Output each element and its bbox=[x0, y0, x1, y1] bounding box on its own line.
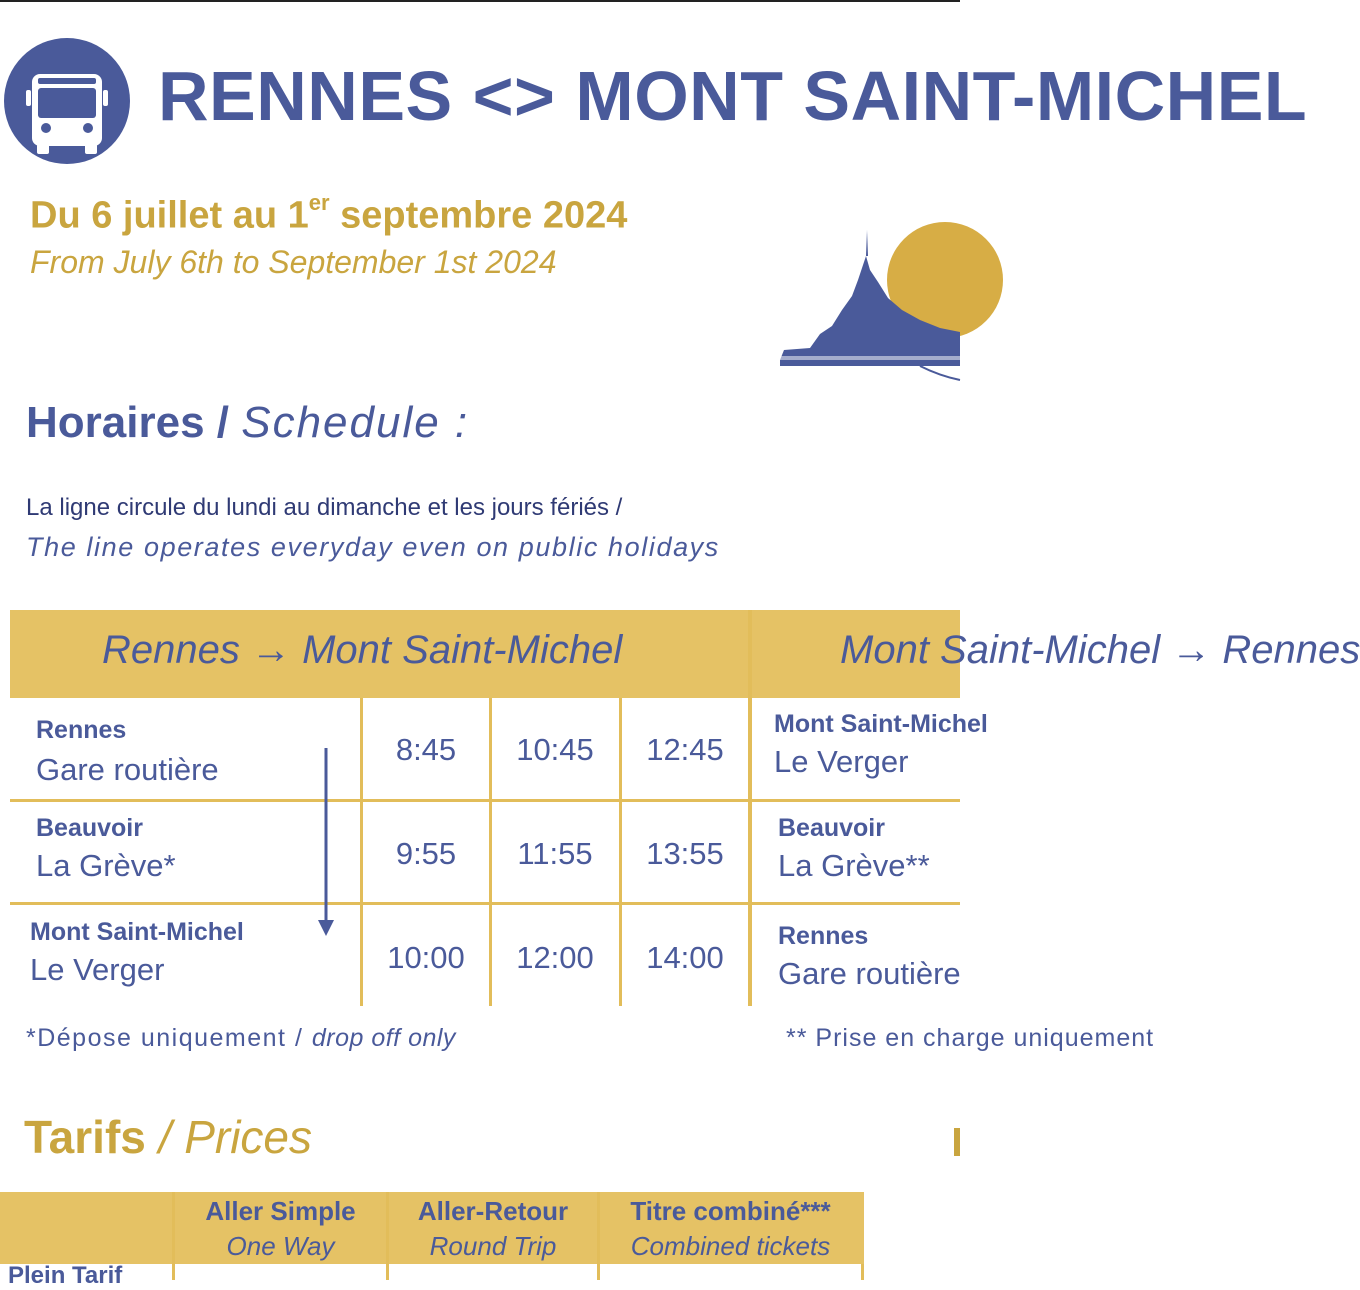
mont-saint-michel-illustration bbox=[770, 210, 960, 385]
departure-time: 8:45 bbox=[395, 732, 457, 767]
footnote-pick-up: ** Prise en charge uniquement bbox=[786, 1024, 1155, 1052]
stop-name: Beauvoir bbox=[36, 814, 143, 842]
prices-row bbox=[172, 1264, 867, 1280]
footnote-pick-up-wrap bbox=[786, 1024, 1155, 1060]
departure-time: 9:55 bbox=[395, 836, 457, 871]
stop-name: Mont Saint-Michel bbox=[774, 710, 988, 738]
operating-note-fr: La ligne circule du lundi au dimanche et les jours fériés / bbox=[26, 494, 623, 521]
date-range-fr: Du 6 juillet au 1er septembre 2024 bbox=[30, 190, 628, 237]
stop-place: Gare routière bbox=[778, 956, 961, 991]
direction-arrow-icon bbox=[316, 748, 336, 940]
stop-place: Le Verger bbox=[774, 744, 909, 779]
departure-time: 12:00 bbox=[516, 940, 594, 975]
stop-name: Rennes bbox=[778, 922, 869, 950]
outbound-header: Rennes → Mont Saint-Michel bbox=[10, 610, 748, 698]
column-line bbox=[386, 1264, 389, 1280]
column-line bbox=[861, 1264, 864, 1280]
stop-place: La Grève* bbox=[36, 848, 176, 883]
page-title: RENNES <> MONT SAINT-MICHEL bbox=[158, 57, 1308, 135]
operating-note-en: The line operates everyday even on public holidays bbox=[26, 532, 720, 562]
departure-time: 12:45 bbox=[646, 732, 724, 767]
return-header: Mont Saint-Michel → Rennes bbox=[752, 610, 960, 698]
stop-place: Le Verger bbox=[30, 952, 165, 987]
stop-name: Rennes bbox=[36, 716, 127, 744]
decorative-mark bbox=[954, 1128, 960, 1156]
stop-place: Gare routière bbox=[36, 752, 219, 787]
stop-name: Beauvoir bbox=[778, 814, 885, 842]
date-range-en: From July 6th to September 1st 2024 bbox=[30, 244, 557, 280]
price-column-one-way: Aller Simple One Way bbox=[205, 1196, 356, 1261]
column-line bbox=[597, 1264, 600, 1280]
price-row-label: Plein Tarif bbox=[8, 1262, 123, 1289]
stop-place: La Grève** bbox=[778, 848, 930, 883]
departure-time: 10:00 bbox=[387, 940, 465, 975]
departure-time: 14:00 bbox=[646, 940, 724, 975]
footnote-drop-off: *Dépose uniquement / drop off only bbox=[26, 1024, 456, 1052]
price-column-combined: Titre combiné*** Combined tickets bbox=[630, 1196, 831, 1261]
top-border bbox=[0, 0, 960, 2]
departure-time: 13:55 bbox=[646, 836, 724, 871]
bus-icon bbox=[4, 38, 130, 164]
return-column bbox=[752, 698, 988, 1006]
schedule-heading: Horaires / Schedule : bbox=[26, 398, 470, 447]
departure-time: 11:55 bbox=[517, 836, 593, 871]
prices-heading: Tarifs / Prices bbox=[24, 1111, 313, 1163]
stop-name: Mont Saint-Michel bbox=[30, 918, 244, 946]
price-column-round-trip: Aller-Retour Round Trip bbox=[417, 1196, 569, 1261]
departure-time: 10:45 bbox=[516, 732, 594, 767]
